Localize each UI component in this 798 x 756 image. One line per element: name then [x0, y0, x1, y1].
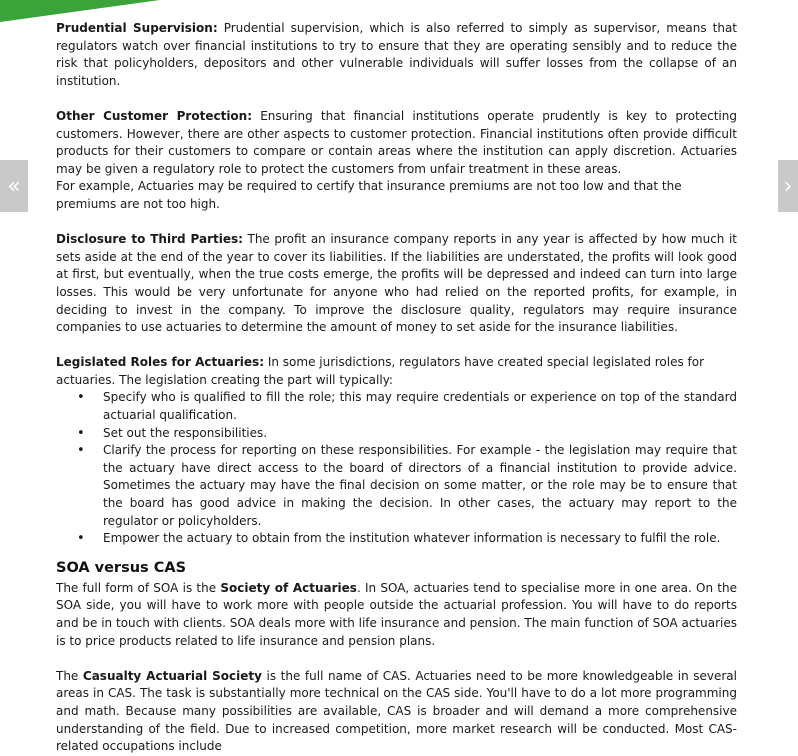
- paragraph-example: For example, Actuaries may be required to certify that insurance premiums are not too low and that the premiums are not too high.: [56, 179, 682, 211]
- term-other-customer-protection: Other Customer Protection:: [56, 108, 253, 123]
- double-chevron-left-icon: «: [7, 173, 21, 199]
- paragraph-soa: The full form of SOA is the Society of Actuaries. In SOA, actuaries tend to specialise more in one area. On the SOA side, you will have to work more with people outside the actuarial profession. You will have to do reports and be in touch with clients. SOA deals more with life insurance and pension. The main function of SOA actuaries is to price products related to life insurance and pension plans.: [56, 580, 737, 648]
- term-legislated-roles: Legislated Roles for Actuaries:: [56, 355, 264, 370]
- list-item: • Specify who is qualified to fill the role; this may require credentials or experience on top of the standard actuarial qualification.: [56, 389, 737, 424]
- previous-page-button[interactable]: [0, 160, 28, 212]
- paragraph-text: The profit an insurance company reports in any year is affected by how much it sets aside at the end of the year to cover its liabilities. If the liabilities are understated, the profits will look good at first, but eventually, when the true costs emerge, the profits will be depressed and indeed can turn into large losses. This would be very unfortunate for anyone who had relied on the reported profits, for example, in deciding to invest in the company. To improve the disclosure quality, regulators may require insurance companies to use actuaries to determine the amount of money to set aside for the insurance liabilities.: [56, 232, 737, 335]
- paragraph-text: Prudential supervision, which is also referred to simply as supervisor, means that regulators watch over financial institutions to try to ensure that they are operating sensibly and to reduce the risk that policyholders, depositors and other vulnerable individuals will suffer losses from the collapse of an institution.: [56, 21, 738, 88]
- paragraph-legislated-roles: [56, 354, 737, 389]
- paragraph-disclosure-third-parties: [56, 231, 737, 337]
- list-item: • Clarify the process for reporting on these responsibilities. For example - the legislation may require that the actuary have direct access to the board of directors of a financial institution to provide advice. Sometimes the actuary may have the final decision on some matter, or the role may be to ensure that the board has good advice in making the decision. In other cases, the actuary may report to the regulator or policyholders.: [56, 442, 737, 530]
- section-heading-soa-versus-cas: SOA versus CAS: [56, 559, 187, 576]
- term-casualty-actuarial-society: Casualty Actuarial Society: [82, 668, 262, 683]
- paragraph-other-customer-protection: [56, 108, 737, 178]
- term-society-of-actuaries: Society of Actuaries: [220, 580, 357, 595]
- term-disclosure-third-parties: Disclosure to Third Parties:: [56, 232, 243, 247]
- list-item: • Empower the actuary to obtain from the institution whatever information is necessary to fulfil the role.: [56, 530, 737, 548]
- paragraph-prudential-supervision: [56, 20, 737, 90]
- paragraph-text: Ensuring that financial institutions operate prudently is key to protecting customers. However, there are other aspects to customer protection. Financial institutions often provide difficult products for their customers to compare or contain areas where the institution can apply discretion. Actuaries may be given a regulatory role to protect the customers from unfair treatment in these areas.: [56, 108, 737, 176]
- document-page: [56, 20, 737, 756]
- next-page-button[interactable]: [778, 160, 798, 212]
- list-item: • Set out the responsibilities.: [56, 425, 737, 443]
- legislated-roles-list: [56, 389, 737, 547]
- paragraph-cas: The Casualty Actuarial Society is the full name of CAS. Actuaries need to be more knowledgeable in several areas in CAS. The task is substantially more technical on the CAS side. You'll have to do a lot more programming and math. Because many possibilities are available, CAS is broader and will demand a more comprehensive understanding of the field. Due to increased competition, more market research will be conducted. Most CAS-related occupations include: [56, 668, 737, 754]
- chevron-right-icon: ›: [783, 173, 793, 199]
- paragraph-text: In some jurisdictions, regulators have created special legislated roles for actuaries. The legislation creating the part will typically:: [56, 355, 705, 387]
- term-prudential-supervision: Prudential Supervision:: [56, 21, 218, 35]
- header-accent-bar: [0, 0, 160, 22]
